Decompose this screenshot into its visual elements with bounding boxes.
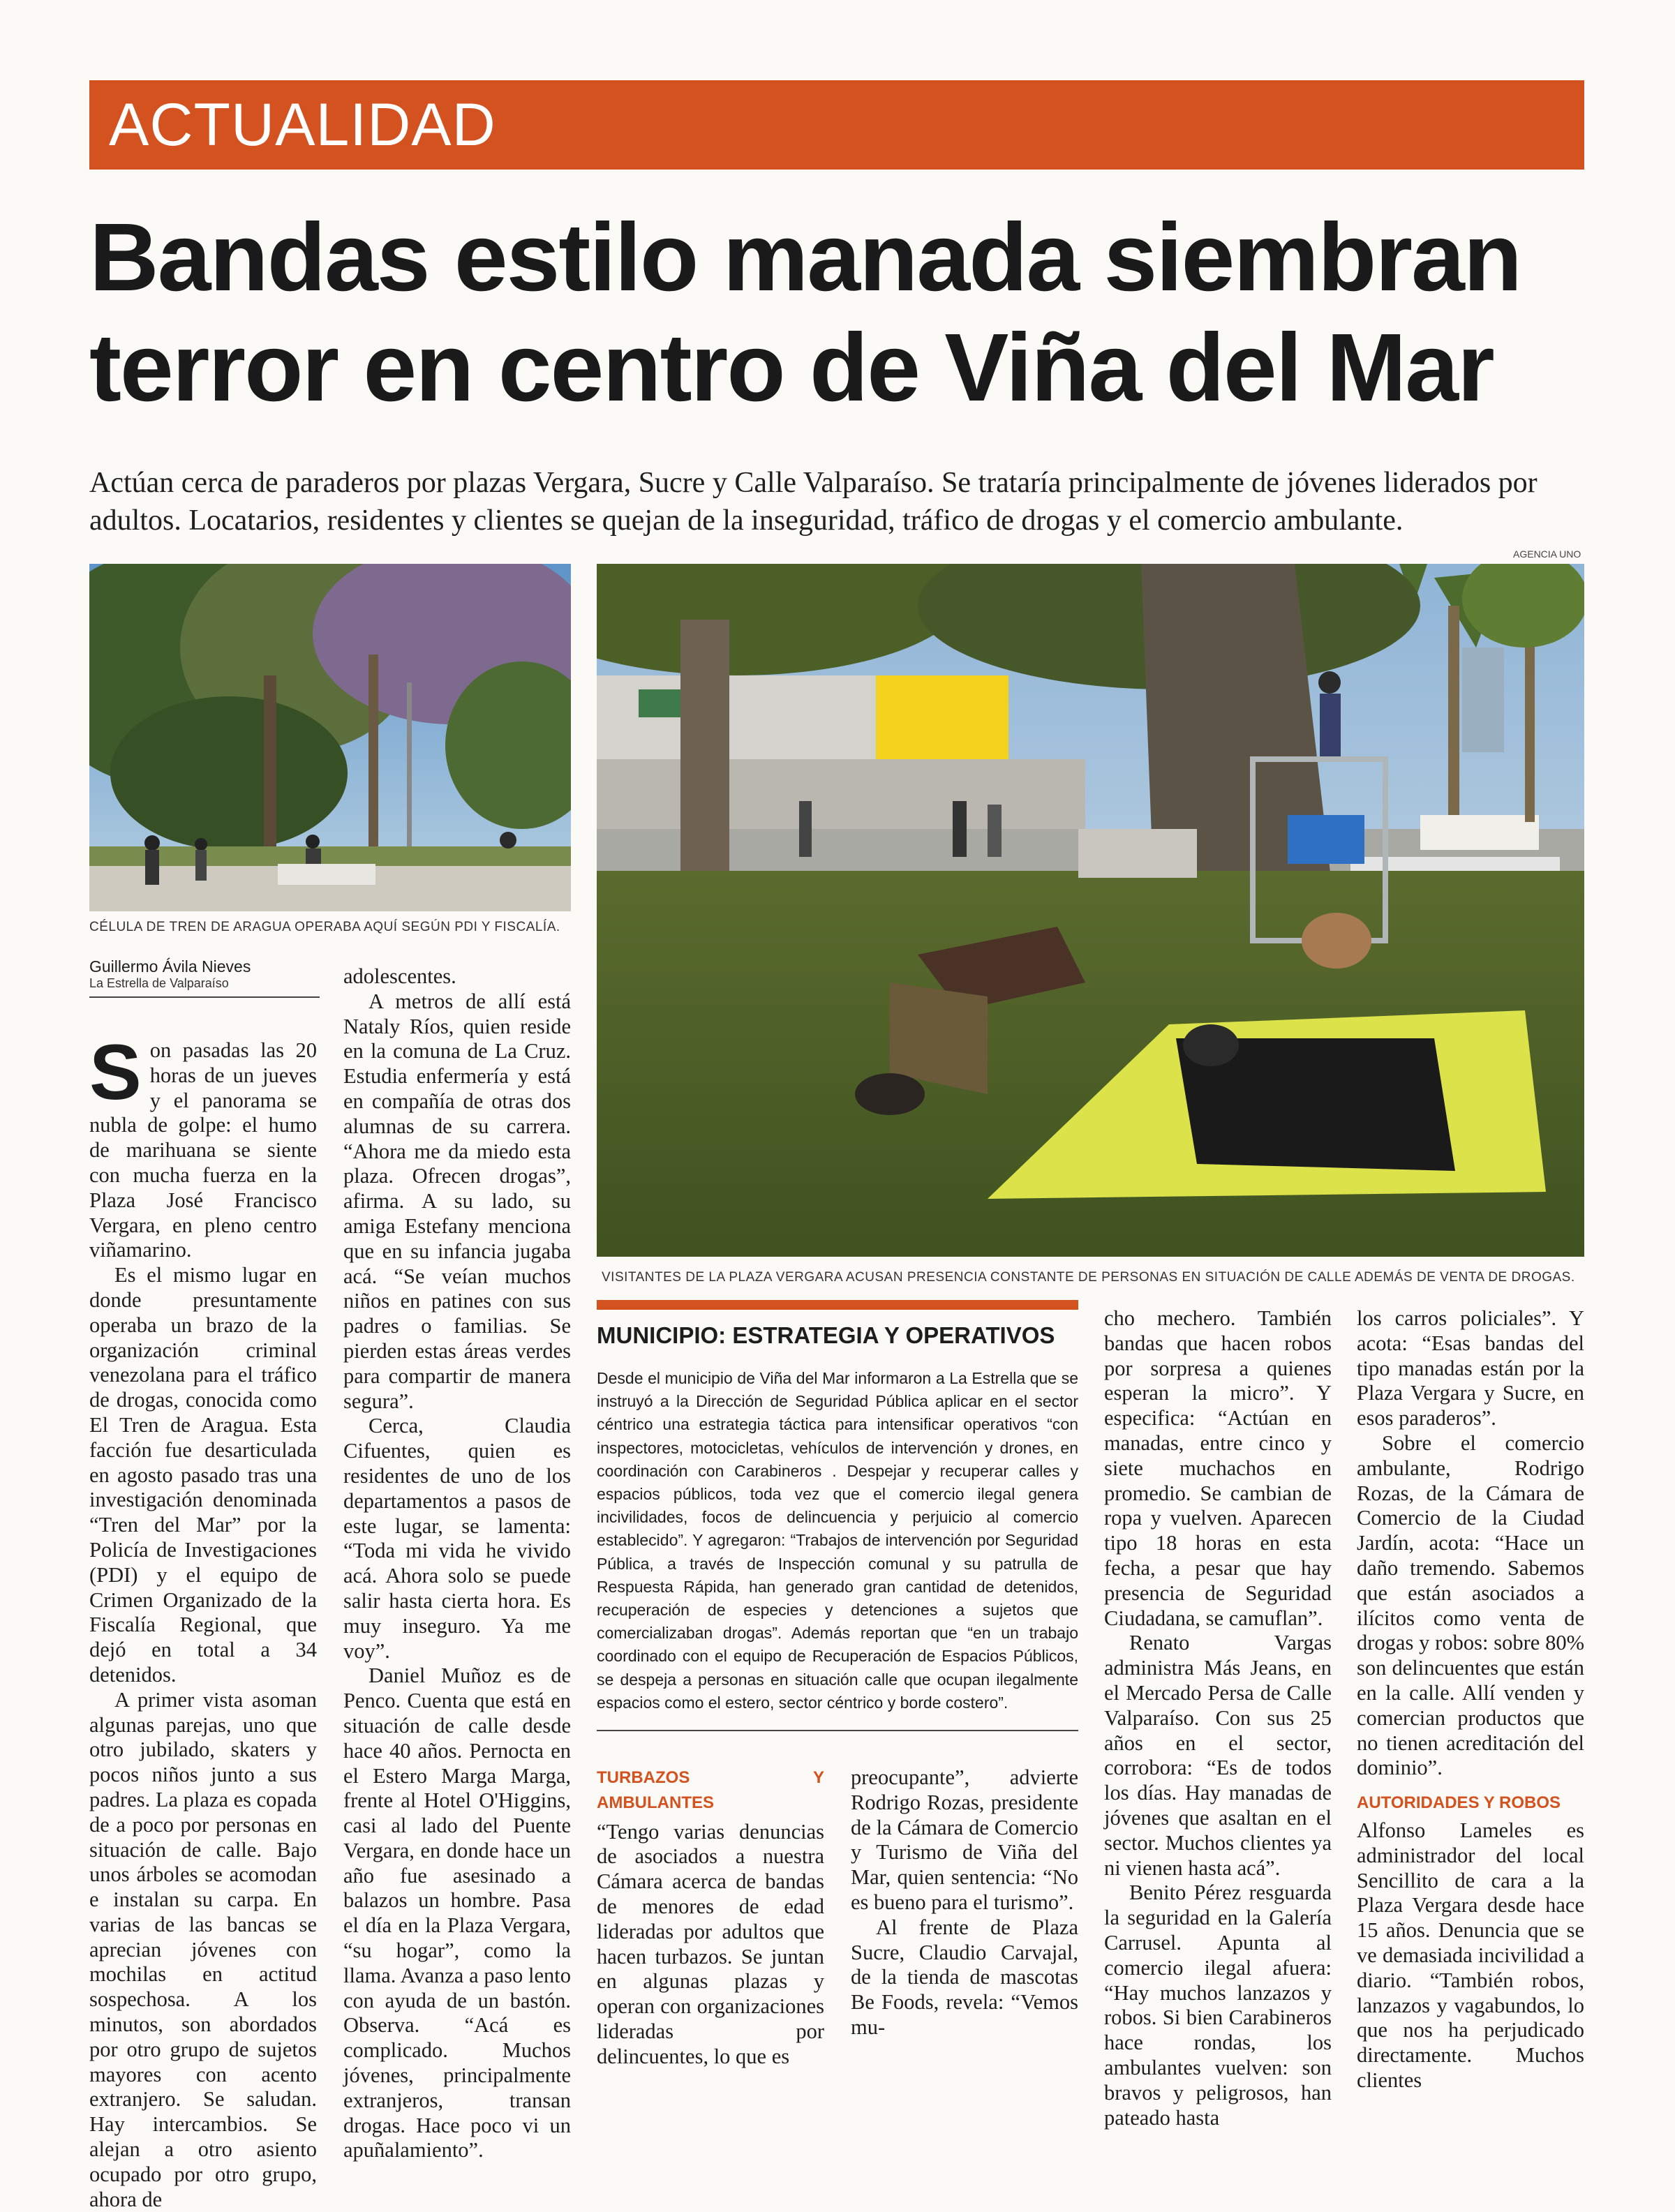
- paragraph: Cerca, Claudia Cifuentes, quien es residentes de uno de los departamentos a pasos de este lugar, se lamenta: “Toda mi vida he vivido acá. Ahora solo se puede salir hasta cierta hora. Es muy inseguro. Ya me voy”.: [343, 1414, 571, 1663]
- lead-paragraph: [89, 1029, 317, 1263]
- paragraph: “Tengo varias denuncias de asociados a nuestra Cámara acerca de bandas de menores de edad lideradas por adultos que hacen turbazos. Se juntan en algunas plazas y operan con organizaciones lideradas por delincuentes, lo que es: [597, 1819, 824, 2068]
- info-box-title: MUNICIPIO: ESTRATEGIA Y OPERATIVOS: [597, 1322, 1055, 1348]
- subheading-autoridades: AUTORIDADES Y ROBOS: [1357, 1793, 1561, 1813]
- byline-outlet: La Estrella de Valparaíso: [89, 976, 229, 990]
- paragraph: adolescentes.: [343, 964, 456, 988]
- paragraph: Sobre el comercio ambulante, Rodrigo Rozas, de la Cámara de Comercio de la Ciudad Jardín, acota: “Hace un daño tremendo. Sabemos que están asociados a ilícitos como venta de drogas y robos: sobre 80% son delincuentes que están en la calle. Allí venden y comercian productos que no tienen acreditación del dominio”.: [1357, 1430, 1584, 1780]
- paragraph: Benito Pérez resguarda la seguridad en la Galería Carrusel. Apunta al comercio ilegal afuera: “Hay muchos lanzazos y robos. Si bien Carabineros hace rondas, los ambulantes vuelven: son bravos y peligrosos, han pateado hasta: [1104, 1881, 1332, 2130]
- paragraph: los carros policiales”. Y acota: “Esas bandas del tipo manadas están por la Plaza Vergara y Sucre, en esos paraderos”.: [1357, 1306, 1584, 1430]
- subheading-turbazos: TURBAZOS Y AMBULANTES: [597, 1768, 824, 1812]
- article-column-4: [851, 1765, 1078, 2040]
- paragraph: cho mechero. También bandas que hacen robos por sorpresa a quienes esperan la micro”. Y especifica: “Actúan en manadas, entre cinco y siete muchachos en promedio. Se cambian de ropa y vuelven. Aparecen tipo 18 horas en esta fecha, a pesar que hay presencia de Seguridad Ciudadana, se camuflan”.: [1104, 1306, 1332, 1630]
- paragraph: preocupante”, advierte Rodrigo Rozas, presidente de la Cámara de Comercio y Turismo de Viña del Mar, quien sentencia: “No es bueno para el turismo”.: [851, 1765, 1078, 1914]
- paragraph: Renato Vargas administra Más Jeans, en el Mercado Persa de Calle Valparaíso. Con sus 25 años en el sector, corrobora: “Es de todos los días. Hay manadas de jóvenes que asaltan en el sector. Muchos clientes ya ni vienen hasta acá”.: [1104, 1631, 1332, 1880]
- plaza-photo-image: [89, 564, 571, 911]
- dropcap: S: [89, 1029, 142, 1116]
- info-box-text: Desde el municipio de Viña del Mar informaron a La Estrella que se instruyó a la Dirección de Seguridad Pública aplicar en el sector céntrico una estrategia táctica para intensificar operativos “con inspectores, motocicletas, vehículos de intervención y drones, en coordinación con Carabineros . Despejar y recuperar calles y espacios públicos, toda vez que el comercio ilegal genera incivilidades, focos de delincuencia y perjuicio al comercio establecido”. Y agregaron: “Trabajos de intervención por Seguridad Pública, a través de Inspección comunal y su patrulla de Respuesta Rápida, han generado gran cantidad de detenidos, recuperación de especies y detenciones a sujetos que comercializaban drogas”. Además reportan que “en un trabajo coordinado con el equipo de Recuperación de Espacios Públicos, se despeja a personas en situación calle que ocupan ilegalmente espacios como el estero, sector céntrico y borde costero”.: [597, 1369, 1078, 1712]
- main-photo-image: [597, 564, 1584, 1257]
- section-header-bar: [89, 80, 1584, 170]
- info-box: [597, 1300, 1078, 1731]
- paragraph: Daniel Muñoz es de Penco. Cuenta que está en situación de calle desde hace 40 años. Pernocta en el Estero Marga Marga, frente al Hotel O'Higgins, casi al lado del Puente Vergara, en donde hace un año fue asesinado a balazos un hombre. Pasa el día en la Plaza Vergara, “su hogar”, como la llama. Avanza a paso lento con ayuda de un bastón. Observa. “Acá es complicado. Muchos jóvenes, principalmente extranjeros, transan drogas. Hace poco vi un apuñalamiento”.: [343, 1664, 571, 2162]
- article-column-1: [89, 1029, 317, 2212]
- byline-author: Guillermo Ávila Nieves: [89, 957, 251, 976]
- main-photo-caption: VISITANTES DE LA PLAZA VERGARA ACUSAN PRESENCIA CONSTANTE DE PERSONAS EN SITUACIÓN DE CALLE ADEMÁS DE VENTA DE DROGAS.: [602, 1270, 1575, 1285]
- paragraph: A metros de allí está Nataly Ríos, quien reside en la comuna de La Cruz. Estudia enfermería y está en compañía de otras dos alumnas de su carrera. “Ahora me da miedo esta plaza. Ofrecen drogas”, afirma. A su lado, su amiga Estefany menciona que en su infancia jugaba acá. “Se veían muchos niños en patines con sus padres o familias. Se pierden estas áreas verdes para compartir de manera segura”.: [343, 989, 571, 1413]
- section-label: ACTUALIDAD: [109, 91, 496, 158]
- plaza-photo: [89, 564, 571, 911]
- paragraph: Al frente de Plaza Sucre, Claudio Carvajal, de la tienda de mascotas Be Foods, revela: “Vemos mu-: [851, 1915, 1078, 2039]
- plaza-photo-caption: CÉLULA DE TREN DE ARAGUA OPERABA AQUÍ SEGÚN PDI Y FISCALÍA.: [89, 920, 560, 934]
- paragraph: A primer vista asoman algunas parejas, uno que otro jubilado, skaters y pocos niños junto a sus padres. La plaza es copada de a poco por personas en situación de calle. Bajo unos árboles se acomodan e instalan su carpa. En varias de las bancas se aprecian jóvenes con mochilas en actitud sospechosa. A los minutos, son abordados por otro grupo de sujetos mayores con acento extranjero. Se saludan. Hay intercambios. Se alejan a otro asiento ocupado por otro grupo, ahora de: [89, 1687, 317, 2211]
- paragraph: Alfonso Lameles es administrador del local Sencillito de cara a la Plaza Vergara desde hace 15 años. Denuncia que se ve demasiada incivilidad a diario. “También robos, lanzazos y vagabundos, lo que nos ha perjudicado directamente. Muchos clientes: [1357, 1818, 1584, 2092]
- article-column-6: [1357, 1306, 1584, 2093]
- lead-text: on pasadas las 20 horas de un jueves y el panorama se nubla de golpe: el humo de marihuana se siente con mucha fuerza en la Plaza José Francisco Vergara, en pleno centro viñamarino.: [89, 1038, 317, 1262]
- article-column-3: [597, 1765, 824, 2070]
- deck-subtitle: Actúan cerca de paraderos por plazas Vergara, Sucre y Calle Valparaíso. Se trataría principalmente de jóvenes liderados por adultos. Locatarios, residentes y clientes se quejan de la inseguridad, tráfico de drogas y el comercio ambulante.: [89, 467, 1538, 537]
- article-column-5: [1104, 1306, 1332, 2130]
- main-photo: [597, 564, 1584, 1257]
- byline: [89, 957, 320, 998]
- article-column-2: [343, 964, 571, 2163]
- photo-credit: AGENCIA UNO: [1513, 548, 1581, 560]
- paragraph: Es el mismo lugar en donde presuntamente operaba un brazo de la organización criminal venezolana para el tráfico de drogas, conocida como El Tren de Aragua. Esta facción fue desarticulada en agosto pasado tras una investigación denominada “Tren del Mar” por la Policía de Investigaciones (PDI) y el equipo de Crimen Organizado de la Fiscalía Regional, que dejó en total a 34 detenidos.: [89, 1263, 317, 1687]
- headline: Bandas estilo manada siembran terror en centro de Viña del Mar: [89, 204, 1521, 421]
